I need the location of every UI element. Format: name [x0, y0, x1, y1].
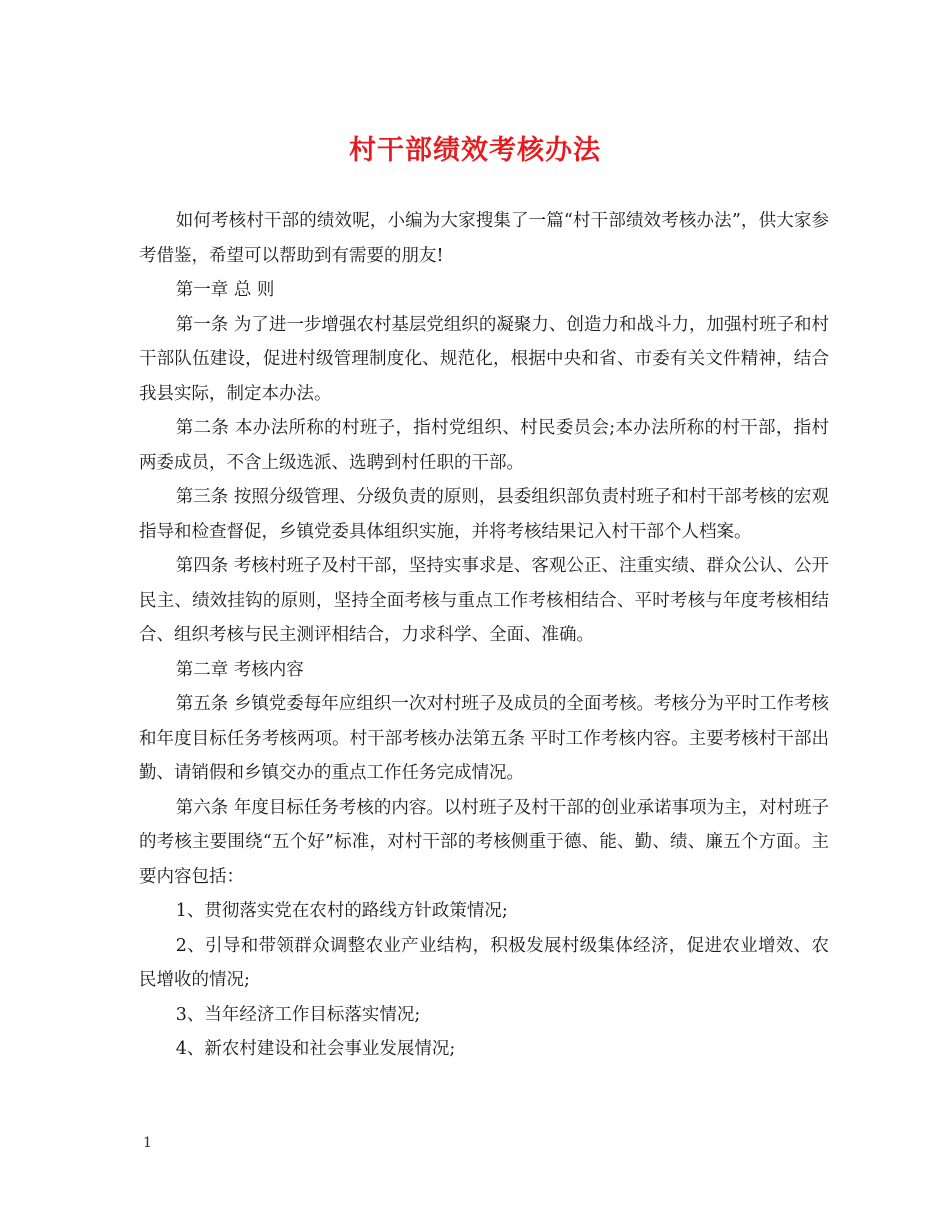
list-item-1: 1、贯彻落实党在农村的路线方针政策情况;	[175, 901, 508, 921]
chapter-heading-2: 第二章 考核内容	[175, 659, 304, 680]
chapter-heading-1: 第一章 总 则	[175, 280, 275, 300]
article-5: 第五条 乡镇党委每年应组织一次对村班子及成员的全面考核。考核分为平时工作考核和年度目标任务考核两项。村干部考核办法第五条 平时工作考核内容。主要考核村干部出勤、请销假和乡镇交办的重点工作任务完成情况。	[139, 694, 829, 783]
article-6: 第六条 年度目标任务考核的内容。以村班子及村干部的创业承诺事项为主，对村班子的考核主要围绕“五个好”标准，对村干部的考核侧重于德、能、勤、绩、廉五个方面。主要内容包括：	[139, 797, 829, 887]
list-item-2: 2、引导和带领群众调整农业产业结构，积极发展村级集体经济，促进农业增效、农民增收的情况;	[139, 935, 829, 990]
article-1: 第一条 为了进一步增强农村基层党组织的凝聚力、创造力和战斗力，加强村班子和村干部队伍建设，促进村级管理制度化、规范化，根据中央和省、市委有关文件精神，结合我县实际，制定本办法。	[139, 314, 829, 404]
paragraph-intro: 如何考核村干部的绩效呢，小编为大家搜集了一篇“村干部绩效考核办法”，供大家参考借鉴，希望可以帮助到有需要的朋友!	[139, 211, 829, 266]
list-item-3: 3、当年经济工作目标落实情况;	[175, 1004, 421, 1025]
article-4: 第四条 考核村班子及村干部，坚持实事求是、客观公正、注重实绩、群众公认、公开民主、绩效挂钩的原则，坚持全面考核与重点工作考核相结合、平时考核与年度考核相结合、组织考核与民主测评相结合，力求科学、全面、准确。	[139, 556, 829, 645]
article-2: 第二条 本办法所称的村班子，指村党组织、村民委员会;本办法所称的村干部，指村两委成员，不含上级选派、选聘到村任职的干部。	[139, 418, 829, 473]
page-number: 1	[143, 1135, 152, 1151]
document-body	[139, 204, 829, 1067]
document-title: 村干部绩效考核办法	[349, 135, 601, 166]
list-item-4: 4、新农村建设和社会事业发展情况;	[175, 1039, 456, 1059]
article-3: 第三条 按照分级管理、分级负责的原则，县委组织部负责村班子和村干部考核的宏观指导和检查督促，乡镇党委具体组织实施，并将考核结果记入村干部个人档案。	[139, 487, 829, 542]
